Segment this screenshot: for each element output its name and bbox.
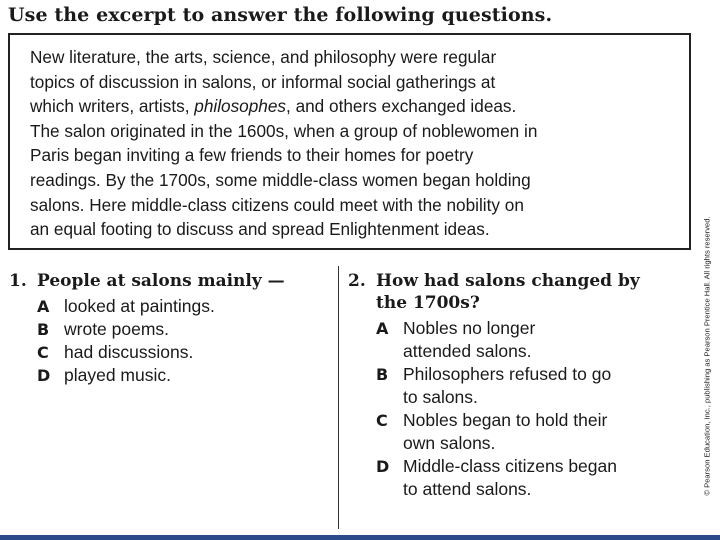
choice-letter: B — [376, 365, 389, 384]
question-text: People at salons mainly — — [37, 271, 285, 291]
choice-text-line: Nobles began to hold their — [403, 410, 608, 430]
question-2-stem — [348, 270, 688, 314]
choice-text-line: Middle-class citizens began — [403, 456, 617, 476]
question-1-choices — [37, 295, 329, 387]
excerpt-line — [30, 94, 680, 119]
excerpt-line: salons. Here middle-class citizens could meet with the nobility on — [30, 194, 524, 215]
excerpt-line: an equal footing to discuss and spread Enlightenment ideas. — [30, 219, 490, 240]
question-text-line: the 1700s? — [376, 293, 480, 313]
column-divider — [338, 266, 339, 529]
instruction-heading: Use the excerpt to answer the following questions. — [8, 4, 553, 26]
answer-choice-d[interactable] — [37, 364, 329, 387]
choice-text-line: to attend salons. — [403, 479, 532, 499]
excerpt-line: New literature, the arts, science, and philosophy were regular — [30, 47, 497, 67]
question-2-choices — [376, 317, 688, 501]
answer-choice-a[interactable] — [37, 295, 329, 318]
choice-text-line: own salons. — [403, 433, 496, 453]
choice-letter: D — [37, 366, 51, 385]
answer-choice-d[interactable] — [376, 455, 688, 501]
answer-choice-b[interactable] — [376, 363, 688, 409]
question-2 — [348, 270, 688, 501]
excerpt-line: topics of discussion in salons, or informal social gatherings at — [30, 71, 496, 92]
choice-text-line: to salons. — [403, 387, 478, 407]
question-number: 1. — [9, 271, 27, 291]
choice-text-line: Philosophers refused to go — [403, 364, 612, 384]
choice-text: looked at paintings. — [64, 296, 215, 316]
excerpt-line-part: , and others exchanged ideas. — [286, 96, 517, 117]
excerpt-line-part: which writers, artists, — [30, 96, 195, 117]
answer-choice-c[interactable] — [376, 409, 688, 455]
choice-letter: B — [37, 320, 50, 339]
choice-text: wrote poems. — [64, 319, 170, 339]
choice-text: played music. — [64, 365, 171, 385]
excerpt-italic-term: philosophes — [194, 96, 287, 117]
excerpt-line: readings. By the 1700s, some middle-class women began holding — [30, 169, 531, 190]
excerpt-box — [8, 33, 691, 250]
question-number: 2. — [348, 271, 366, 291]
choice-text: had discussions. — [64, 342, 194, 362]
choice-text-line: attended salons. — [403, 341, 532, 361]
copyright-notice: © Pearson Education, Inc., publishing as Pearson Prentice Hall. All rights reserved. — [702, 216, 712, 496]
answer-choice-b[interactable] — [37, 318, 329, 341]
question-1-stem — [9, 270, 329, 292]
excerpt-line: Paris began inviting a few friends to their homes for poetry — [30, 145, 474, 166]
choice-letter: C — [376, 411, 388, 430]
question-1 — [9, 270, 329, 387]
excerpt-text — [30, 45, 680, 242]
choice-letter: D — [376, 457, 390, 476]
choice-letter: A — [37, 297, 50, 316]
question-text-line: How had salons changed by — [376, 271, 640, 291]
choice-letter: A — [376, 319, 389, 338]
choice-text-line: Nobles no longer — [403, 318, 536, 338]
bottom-rule — [0, 535, 720, 540]
excerpt-line: The salon originated in the 1600s, when a group of noblewomen in — [30, 120, 538, 141]
answer-choice-a[interactable] — [376, 317, 688, 363]
choice-letter: C — [37, 343, 49, 362]
answer-choice-c[interactable] — [37, 341, 329, 364]
